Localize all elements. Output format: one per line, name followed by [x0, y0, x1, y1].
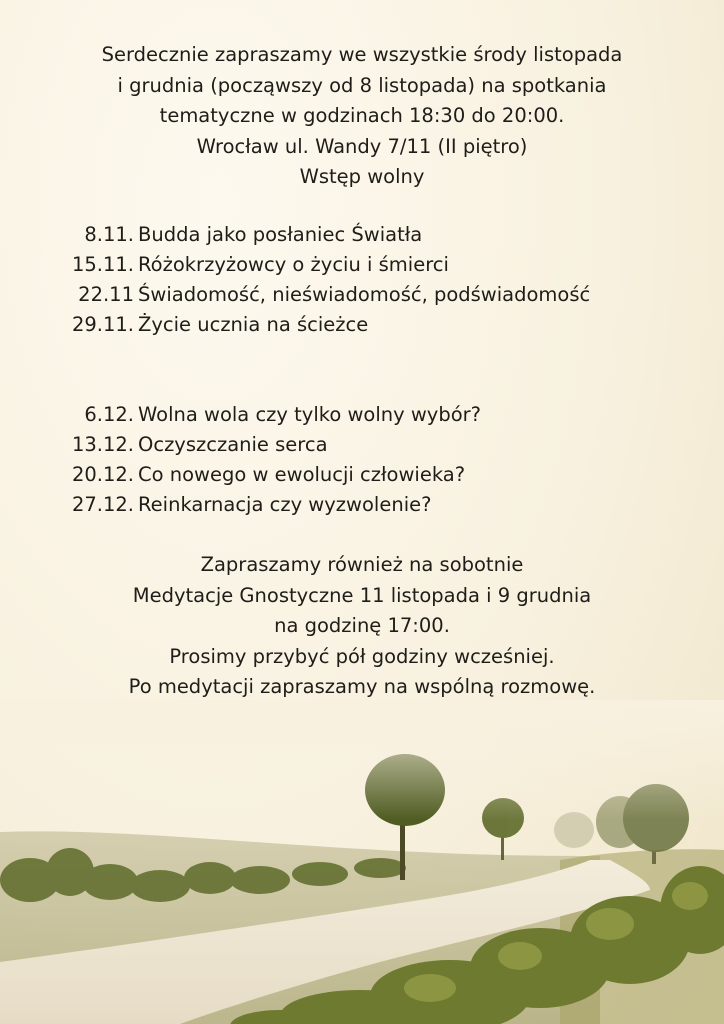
outro-text [40, 550, 684, 703]
schedule-date: 8.11. [84, 223, 134, 246]
schedule-topic: Budda jako posłaniec Światła [138, 223, 423, 246]
outro-line: na godzinę 17:00. [274, 614, 450, 637]
landscape-illustration [0, 700, 724, 1024]
intro-line: Serdecznie zapraszamy we wszystkie środy listopada [101, 43, 623, 66]
schedule-topic: Różokrzyżowcy o życiu i śmierci [138, 253, 449, 276]
schedule-topic: Świadomość, nieświadomość, podświadomość [138, 283, 591, 306]
schedule-date: 6.12. [84, 403, 134, 426]
schedule-date: 20.12. [71, 463, 134, 486]
december-schedule [0, 400, 724, 520]
intro-line: i grudnia (począwszy od 8 listopada) na spotkania [117, 73, 607, 97]
schedule-date: 22.11 [78, 283, 134, 306]
schedule-topic: Wolna wola czy tylko wolny wybór? [138, 403, 482, 426]
schedule-item [0, 220, 724, 250]
schedule-topic: Co nowego w ewolucji człowieka? [138, 463, 466, 486]
november-schedule [0, 220, 724, 340]
schedule-topic: Reinkarnacja czy wyzwolenie? [138, 493, 432, 516]
address-line: Wrocław ul. Wandy 7/11 (II piętro) [196, 134, 528, 158]
schedule-item [0, 460, 724, 490]
intro-text [40, 40, 684, 193]
outro-line: Po medytacji zapraszamy na wspólną rozmowę. [128, 675, 596, 698]
schedule-item [0, 490, 724, 520]
schedule-item [0, 250, 724, 280]
outro-line: Zapraszamy również na sobotnie [200, 553, 524, 576]
free-entry-line: Wstęp wolny [299, 165, 425, 188]
outro-line: Prosimy przybyć pół godziny wcześniej. [169, 644, 555, 668]
schedule-topic: Życie ucznia na ścieżce [138, 313, 369, 336]
schedule-item [0, 400, 724, 430]
schedule-date: 29.11. [71, 313, 134, 336]
haze [0, 700, 724, 820]
schedule-date: 15.11. [71, 253, 134, 276]
schedule-date: 27.12. [71, 493, 134, 516]
schedule-topic: Oczyszczanie serca [138, 433, 328, 456]
schedule-item [0, 430, 724, 460]
schedule-item [0, 280, 724, 310]
schedule-item [0, 310, 724, 340]
schedule-date: 13.12. [71, 433, 134, 456]
outro-line: Medytacje Gnostyczne 11 listopada i 9 grudnia [132, 583, 592, 607]
intro-line: tematyczne w godzinach 18:30 do 20:00. [159, 104, 565, 127]
